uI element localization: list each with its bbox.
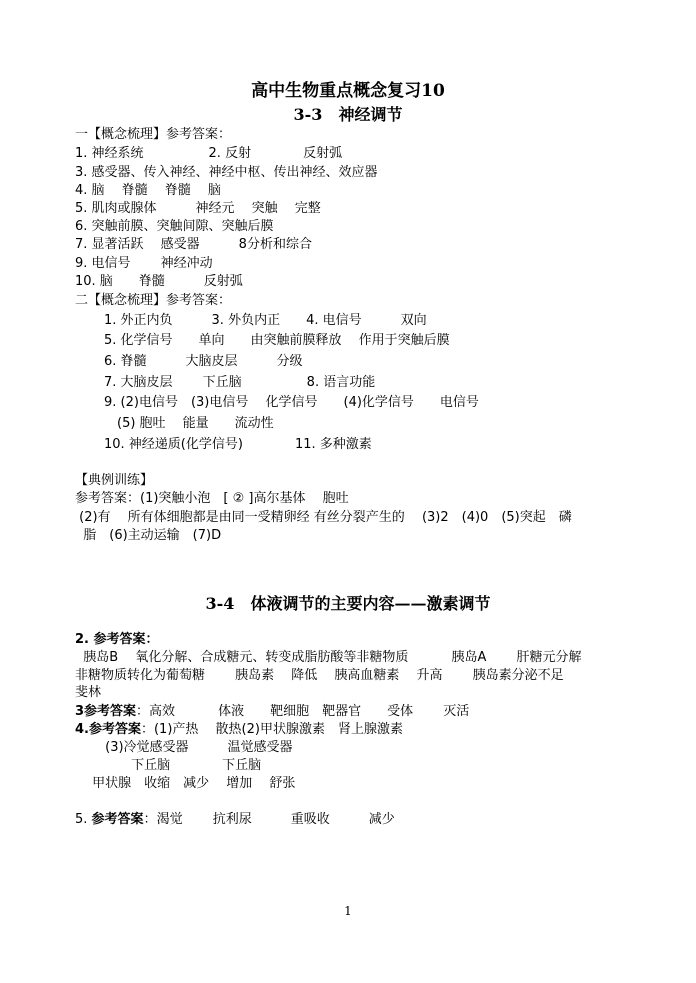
q4-line: 甲状腺 收缩 减少 增加 舒张 (75, 776, 296, 791)
document-title: 高中生物重点概念复习10 (251, 81, 445, 101)
q5-number: 5. (75, 812, 92, 827)
answer-line: 6. 脊髓 大脑皮层 分级 (104, 354, 303, 369)
q5-text: ：渴觉 抗利尿 重吸收 减少 (143, 812, 395, 827)
q5-line (75, 812, 395, 828)
section2-header: 二【概念梳理】参考答案： (75, 293, 232, 308)
answer-line: 5. 化学信号 单向 由突触前膜释放 作用于突触后膜 (104, 333, 450, 348)
q4-text: ：(1)产热 散热(2)甲状腺激素 肾上腺激素 (140, 722, 403, 737)
answer-line: 9. 电信号 神经冲动 (75, 256, 213, 271)
answer-line: 4. 脑 脊髓 脊髓 脑 (75, 183, 221, 198)
q2-line: 斐林 (75, 685, 102, 700)
section1-header: 一【概念梳理】参考答案： (75, 127, 232, 142)
q4-line: (3)冷觉感受器 温觉感受器 (75, 740, 293, 755)
answer-line: 7. 大脑皮层 下丘脑 8. 语言功能 (104, 375, 376, 390)
section-title-3-3: 3-3 神经调节 (293, 105, 403, 124)
answer-line: 10. 神经递质(化学信号) 11. 多种激素 (104, 437, 372, 452)
answer-line: 9. (2)电信号 (3)电信号 化学信号 (4)化学信号 电信号 (104, 395, 479, 410)
answer-line: 1. 外正内负 3. 外负内正 4. 电信号 双向 (104, 313, 427, 328)
page-number: 1 (344, 904, 352, 918)
example-line: 参考答案：(1)突触小泡 [ ② ]高尔基体 胞吐 (75, 491, 349, 506)
q2-line: 胰岛B 氧化分解、合成糖元、转变成脂肪酸等非糖物质 胰岛A 肝糖元分解 (75, 650, 582, 665)
example-line: 脂 (6)主动运输 (7)D (75, 528, 222, 543)
section-title-3-4: 3-4 体液调节的主要内容——激素调节 (205, 594, 491, 613)
q2-line: 非糖物质转化为葡萄糖 胰岛素 降低 胰高血糖素 升高 胰岛素分泌不足 (75, 668, 564, 683)
answer-line: 7. 显著活跃 感受器 8分析和综合 (75, 237, 312, 252)
q5-label: 参考答案 (91, 812, 144, 827)
q3-line (75, 704, 469, 720)
example-line: (2)有 所有体细胞都是由同一受精卵经 有丝分裂产生的 (3)2 (4)0 (5)突起 磷 (75, 510, 572, 525)
answer-line: 10. 脑 脊髓 反射弧 (75, 274, 243, 289)
answer-line: (5) 胞吐 能量 流动性 (104, 416, 274, 431)
q4-line (75, 722, 403, 738)
answer-line: 1. 神经系统 2. 反射 反射弧 (75, 146, 343, 161)
q3-label: 3参考答案 (75, 704, 137, 719)
answer-line: 3. 感受器、传入神经、神经中枢、传出神经、效应器 (75, 165, 378, 180)
q2-label: 2. 参考答案： (75, 632, 159, 647)
answer-line: 6. 突触前膜、突触间隙、突触后膜 (75, 219, 274, 234)
q3-text: ：高效 体液 靶细胞 靶器官 受体 灭活 (136, 704, 470, 719)
answer-line: 5. 肌肉或腺体 神经元 突触 完整 (75, 201, 321, 216)
q4-line: 下丘脑 下丘脑 (75, 758, 262, 773)
q4-label: 4.参考答案 (75, 722, 141, 737)
example-header: 【典例训练】 (75, 473, 154, 488)
